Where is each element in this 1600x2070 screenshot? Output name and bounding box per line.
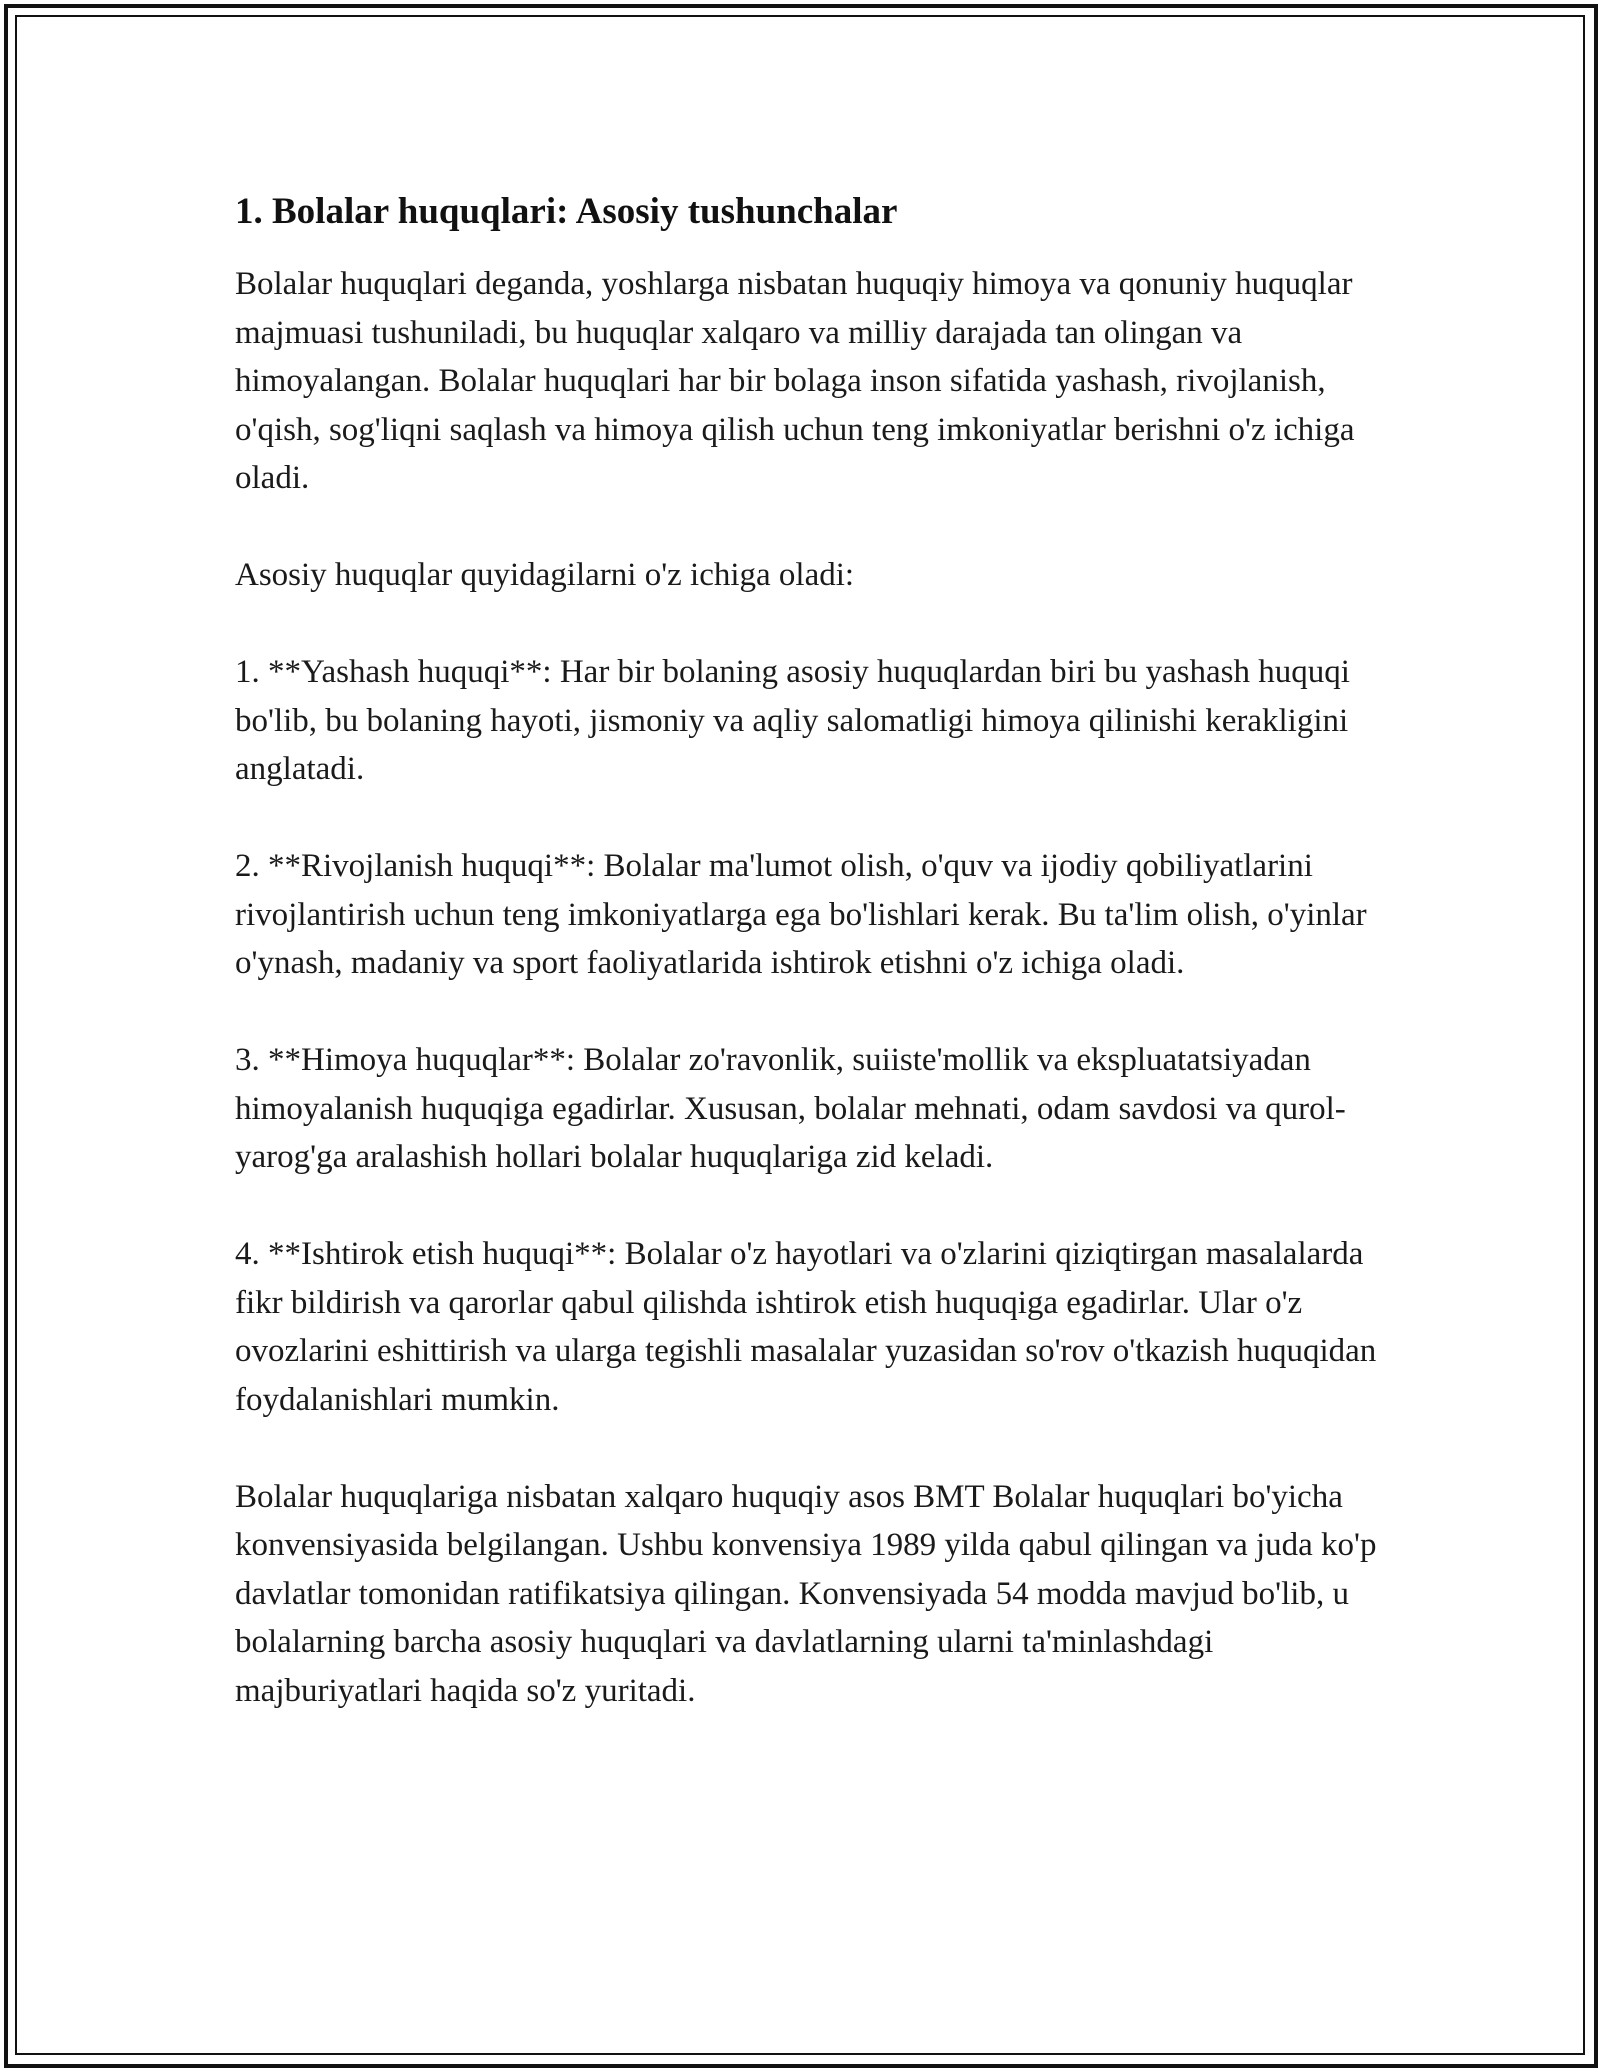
convention-paragraph: Bolalar huquqlariga nisbatan xalqaro huquqiy asos BMT Bolalar huquqlari bo'yicha konvensiyasida belgilangan. Ushbu konvensiya 1989 yilda qabul qilingan va juda ko'p davlatlar tomonidan ratifikatsiya qilingan. Konvensiyada 54 modda mavjud bo'lib, u bolalarning barcha asosiy huquqlari va davlatlarning ularni ta'minlashdagi majburiyatlari haqida so'z yuritadi. bbox=[235, 1478, 1377, 1709]
right-to-protection-paragraph: 3. **Himoya huquqlar**: Bolalar zo'ravonlik, suiiste'mollik va ekspluatatsiyadan himoyalanish huquqiga egadirlar. Xususan, bolalar mehnati, odam savdosi va qurol-yarog'ga aralashish hollari bolalar huquqlariga zid keladi. bbox=[235, 1042, 1346, 1175]
right-to-participation-paragraph: 4. **Ishtirok etish huquqi**: Bolalar o'z hayotlari va o'zlarini qiziqtirgan masalalarda fikr bildirish va qarorlar qabul qilishda ishtirok etish huquqiga egadirlar. Ular o'z ovozlarini eshittirish va ularga tegishli masalalar yuzasidan so'rov o'tkazish huquqidan foydalanishlari mumkin. bbox=[235, 1236, 1377, 1418]
right-to-life-paragraph: 1. **Yashash huquqi**: Har bir bolaning asosiy huquqlardan biri bu yashash huquqi bo'lib, bu bolaning hayoti, jismoniy va aqliy salomatligi himoya qilinishi kerakligini anglatadi. bbox=[235, 654, 1350, 787]
list-intro-paragraph: Asosiy huquqlar quyidagilarni o'z ichiga oladi: bbox=[235, 557, 855, 593]
document-page bbox=[235, 188, 1385, 1764]
right-to-development-paragraph: 2. **Rivojlanish huquqi**: Bolalar ma'lumot olish, o'quv va ijodiy qobiliyatlarini rivojlantirish uchun teng imkoniyatlarga ega bo'lishlari kerak. Bu ta'lim olish, o'yinlar o'ynash, madaniy va sport faoliyatlarida ishtirok etishni o'z ichiga oladi. bbox=[235, 848, 1367, 981]
intro-paragraph: Bolalar huquqlari deganda, yoshlarga nisbatan huquqiy himoya va qonuniy huquqlar majmuasi tushuniladi, bu huquqlar xalqaro va milliy darajada tan olingan va himoyalangan. Bolalar huquqlari har bir bolaga inson sifatida yashash, rivojlanish, o'qish, sog'liqni saqlash va himoya qilish uchun teng imkoniyatlar berishni o'z ichiga oladi. bbox=[235, 266, 1355, 496]
document-title: 1. Bolalar huquqlari: Asosiy tushunchalar bbox=[235, 191, 898, 232]
